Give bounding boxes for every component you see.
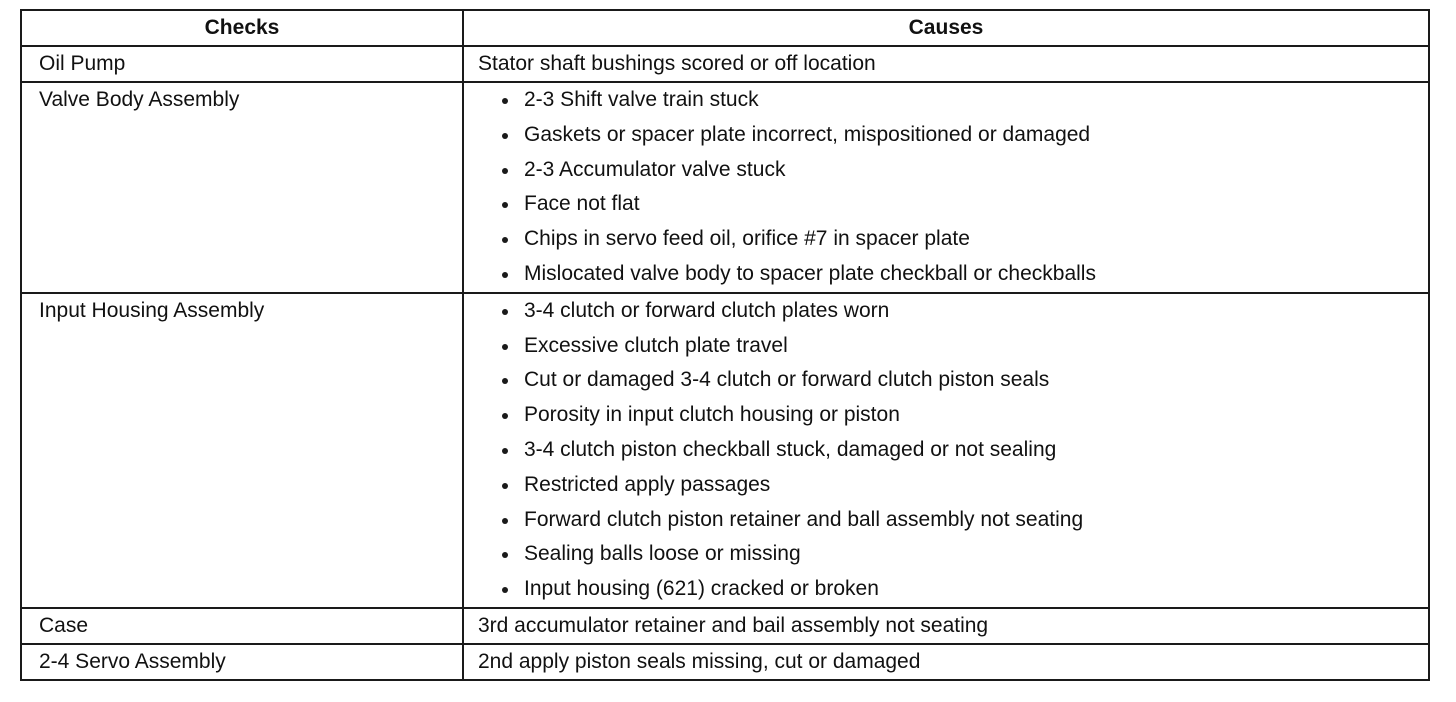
- list-item: [502, 433, 1428, 468]
- checks-causes-table: [20, 9, 1430, 681]
- bullet-icon: [502, 483, 508, 489]
- bullet-icon: [502, 237, 508, 243]
- list-item: [502, 187, 1428, 222]
- cause-list-cell: [463, 82, 1429, 293]
- bullet-icon: [502, 133, 508, 139]
- list-item-text: Porosity in input clutch housing or piston: [524, 403, 900, 427]
- list-item-text: 3-4 clutch or forward clutch plates worn: [524, 298, 890, 322]
- list-item-text: Mislocated valve body to spacer plate checkball or checkballs: [524, 261, 1096, 285]
- cause-list-cell: [463, 293, 1429, 608]
- diagnosis-table-container: [20, 9, 1428, 681]
- list-item: [502, 398, 1428, 433]
- list-item-text: 3-4 clutch piston checkball stuck, damaged or not sealing: [524, 437, 1057, 461]
- bullet-icon: [502, 587, 508, 593]
- list-item-text: Input housing (621) cracked or broken: [524, 577, 879, 601]
- bullet-icon: [502, 448, 508, 454]
- cause-cell: 3rd accumulator retainer and bail assembly not seating: [463, 608, 1429, 644]
- cause-cell: Stator shaft bushings scored or off location: [463, 46, 1429, 82]
- list-item-text: 2-3 Shift valve train stuck: [524, 88, 759, 111]
- list-item-text: 2-3 Accumulator valve stuck: [524, 157, 786, 181]
- list-item: [502, 153, 1428, 188]
- table-row: [21, 608, 1429, 644]
- list-item: [502, 118, 1428, 153]
- bullet-icon: [502, 168, 508, 174]
- cause-cell: 2nd apply piston seals missing, cut or damaged: [463, 644, 1429, 680]
- check-cell: Oil Pump: [21, 46, 463, 82]
- check-cell: Input Housing Assembly: [21, 293, 463, 608]
- list-item: [502, 363, 1428, 398]
- list-item-text: Sealing balls loose or missing: [524, 542, 801, 566]
- cause-list: [502, 294, 1428, 607]
- cause-list: [502, 83, 1428, 292]
- list-item-text: Face not flat: [524, 192, 640, 216]
- list-item-text: Chips in servo feed oil, orifice #7 in spacer plate: [524, 227, 970, 251]
- header-row: [21, 10, 1429, 46]
- bullet-icon: [502, 309, 508, 315]
- bullet-icon: [502, 272, 508, 278]
- bullet-icon: [502, 378, 508, 384]
- check-cell: 2-4 Servo Assembly: [21, 644, 463, 680]
- table-row: [21, 644, 1429, 680]
- list-item: [502, 222, 1428, 257]
- check-cell: Valve Body Assembly: [21, 82, 463, 293]
- bullet-icon: [502, 202, 508, 208]
- bullet-icon: [502, 344, 508, 350]
- list-item-text: Cut or damaged 3-4 clutch or forward clutch piston seals: [524, 368, 1050, 392]
- list-item-text: Excessive clutch plate travel: [524, 333, 788, 357]
- list-item: [502, 572, 1428, 607]
- list-item: [502, 468, 1428, 503]
- table-row: [21, 293, 1429, 608]
- list-item: [502, 83, 1428, 118]
- causes-column-header: Causes: [463, 10, 1429, 46]
- table-row: [21, 46, 1429, 82]
- bullet-icon: [502, 98, 508, 104]
- check-cell: Case: [21, 608, 463, 644]
- list-item: [502, 257, 1428, 292]
- list-item: [502, 537, 1428, 572]
- list-item: [502, 294, 1428, 329]
- list-item: [502, 329, 1428, 364]
- list-item: [502, 503, 1428, 538]
- list-item-text: Forward clutch piston retainer and ball assembly not seating: [524, 507, 1084, 531]
- bullet-icon: [502, 518, 508, 524]
- bullet-icon: [502, 552, 508, 558]
- table-row: [21, 82, 1429, 293]
- list-item-text: Restricted apply passages: [524, 472, 771, 496]
- checks-column-header: Checks: [21, 10, 463, 46]
- bullet-icon: [502, 413, 508, 419]
- list-item-text: Gaskets or spacer plate incorrect, mispositioned or damaged: [524, 122, 1091, 146]
